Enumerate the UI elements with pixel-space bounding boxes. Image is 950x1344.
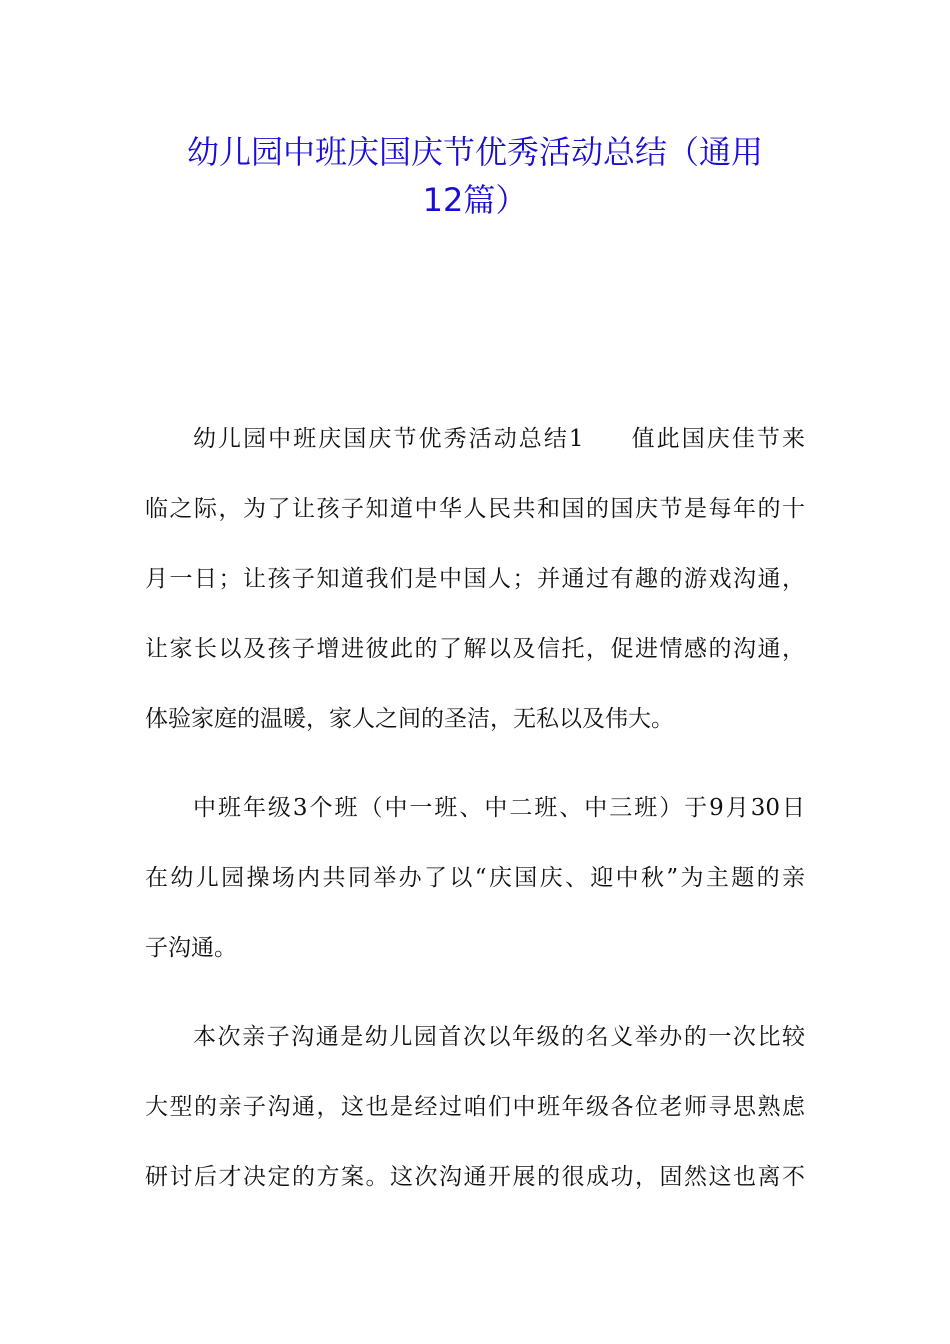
paragraph-3-line-2: 大型的亲子沟通，这也是经过咱们中班年级各位老师寻思熟虑 — [145, 1094, 805, 1120]
section-heading: 幼儿园中班庆国庆节优秀活动总结1 — [193, 426, 584, 452]
paragraph-1-line-3: 月一日；让孩子知道我们是中国人；并通过有趣的游戏沟通， — [145, 566, 805, 592]
document-title-line-2: 12篇） — [422, 181, 528, 219]
paragraph-1-line-1-text: 值此国庆佳节来 — [629, 426, 805, 452]
paragraph-1-line-5: 体验家庭的温暖，家人之间的圣洁，无私以及伟大。 — [145, 706, 674, 732]
paragraph-1-line-4: 让家长以及孩子增进彼此的了解以及信托，促进情感的沟通， — [145, 636, 805, 662]
document-title-line-1: 幼儿园中班庆国庆节优秀活动总结（通用 — [186, 133, 763, 171]
paragraph-2-line-3: 子沟通。 — [145, 935, 237, 961]
paragraph-1-line-1 — [193, 424, 805, 454]
paragraph-2-line-1: 中班年级3个班（中一班、中二班、中三班）于9月30日 — [193, 795, 805, 821]
paragraph-2-line-2: 在幼儿园操场内共同举办了以“庆国庆、迎中秋”为主题的亲 — [145, 865, 805, 891]
paragraph-3-line-3: 研讨后才决定的方案。这次沟通开展的很成功，固然这也离不 — [145, 1164, 805, 1190]
paragraph-3-line-1: 本次亲子沟通是幼儿园首次以年级的名义举办的一次比较 — [193, 1024, 805, 1050]
paragraph-1-line-2: 临之际，为了让孩子知道中华人民共和国的国庆节是每年的十 — [145, 496, 805, 522]
